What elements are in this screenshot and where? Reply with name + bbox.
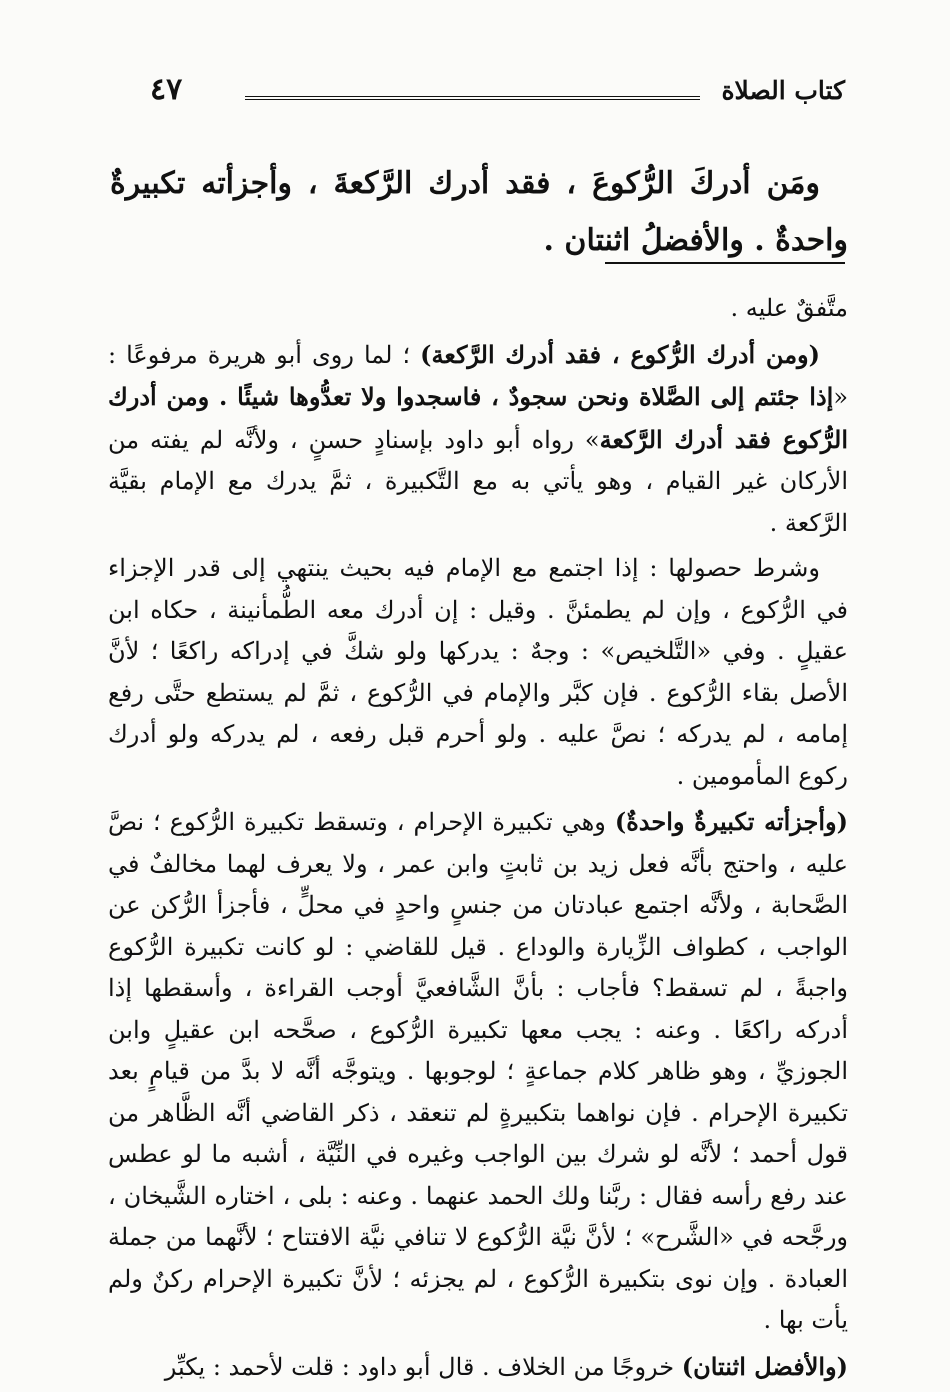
running-header [150, 72, 845, 112]
matn-quote: (وأجزأته تكبيرةٌ واحدةٌ) [614, 807, 848, 836]
sharh-text [108, 288, 848, 1392]
sharh-paragraph-3 [108, 801, 848, 1342]
sharh-paragraph-1 [108, 334, 848, 545]
sharh-paragraph-4 [108, 1346, 848, 1389]
separator-rule [605, 262, 845, 264]
sharh-paragraph-2: وشرط حصولها : إذا اجتمع مع الإمام فيه بحيث ينتهي إلى قدر الإجزاء في الرُّكوع ، وإن لم يطمئنَّ . وقيل : إن أدرك معه الطُّمأنينة ، حكاه ابن عقيلٍ . وفي «التَّلخيص» : وجهٌ : يدركها ولو شكَّ في إدراكه راكعًا ؛ لأنَّ الأصل بقاء الرُّكوع . فإن كبَّر والإمام في الرُّكوع ، ثمَّ لم يستطع حتَّى رفع إمامه ، لم يدركه ؛ نصَّ عليه . ولو أحرم قبل رفعه ، لم يدركه ولو أدرك ركوع المأمومين . [108, 554, 848, 790]
commentary-text: » رواه أبو داود بإسنادٍ حسنٍ ، ولأنَّه لم يفته من الأركان غير القيام ، وهو يأتي به مع التَّكبيرة ، ثمَّ يدرك مع الإمام بقيَّة الرَّكعة . [108, 425, 848, 537]
header-rule [245, 96, 700, 100]
matn-quote: (والأفضل اثنتان) [681, 1351, 848, 1381]
matn-text [110, 155, 848, 269]
commentary-text: خروجًا من الخلاف . قال أبو داود : قلت لأحمد : يكبِّر [164, 1352, 682, 1381]
matn-line: ومَن أدركَ الرُّكوعَ ، فقد أدرك الرَّكعةَ ، وأجزأته تكبيرةٌ واحدةٌ . والأفضلُ اثنتان . [110, 166, 848, 258]
sharh-paragraph-0: متَّفقٌ عليه . [730, 294, 848, 322]
hadith-quote: إذا جئتم إلى الصَّلاة ونحن سجودٌ ، فاسجدوا ولا تعدُّوها شيئًا . ومن أدرك الرُّكوع فقد أدرك الرَّكعة [108, 382, 848, 454]
commentary-text: ؛ لما روى أبو هريرة مرفوعًا : « [108, 340, 848, 411]
commentary-text: وهي تكبيرة الإحرام ، وتسقط تكبيرة الرُّكوع ؛ نصَّ عليه ، واحتج بأنَّه فعل زيد بن ثابتٍ وابن عمر ، ولا يعرف لهما مخالفٌ في الصَّحابة ، ولأنَّه اجتمع عبادتان من جنسٍ واحدٍ في محلٍّ ، فأجزأ الرُّكن عن الواجب ، كطواف الزِّيارة والوداع . قيل للقاضي : لو كانت تكبيرة الرُّكوع واجبةً ، لم تسقط؟ فأجاب : بأنَّ الشَّافعيَّ أوجب القراءة ، وأسقطها إذا أدركه راكعًا . وعنه : يجب معها تكبيرة الرُّكوع ، صحَّحه ابن عقيلٍ وابن الجوزيِّ ، وهو ظاهر كلام جماعةٍ ؛ لوجوبها . ويتوجَّه أنَّه لا بدَّ من قيامٍ بعد تكبيرة الإحرام . فإن نواهما بتكبيرةٍ لم تنعقد ، ذكر القاضي أنَّه الظَّاهر من قول أحمد ؛ لأنَّه لو شرك بين الواجب وغيره في النِّيَّة ، أشبه ما لو عطس عند رفع رأسه فقال : ربَّنا ولك الحمد عنهما . وعنه : بلى ، اختاره الشَّيخان ، ورجَّحه في «الشَّرح» ؛ لأنَّ نيَّة الرُّكوع لا تنافي نيَّة الافتتاح ؛ لأنَّهما من جملة العبادة . وإن نوى بتكبيرة الرُّكوع ، لم يجزئه ؛ لأنَّ تكبيرة الإحرام ركنٌ ولم يأت بها . [108, 808, 848, 1334]
matn-quote: (ومن أدرك الرُّكوع ، فقد أدرك الرَّكعة) [420, 339, 821, 369]
running-title: كتاب الصلاة [721, 76, 845, 105]
page-number: ٤٧ [150, 72, 183, 107]
